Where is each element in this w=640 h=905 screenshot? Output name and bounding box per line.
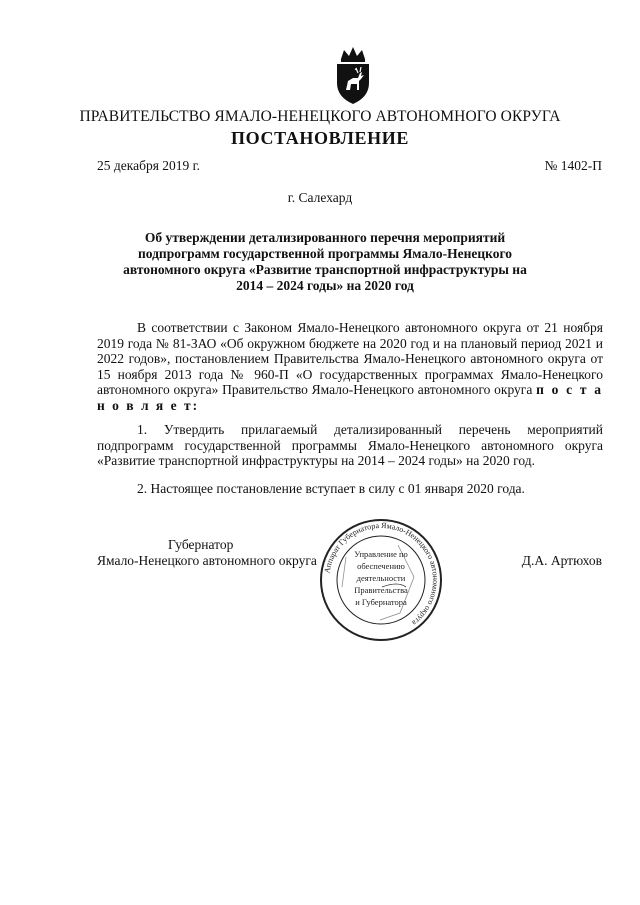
government-name: ПРАВИТЕЛЬСТВО ЯМАЛО-НЕНЕЦКОГО АВТОНОМНОГО ОКРУГА [79,108,561,125]
coat-of-arms-icon [331,45,375,107]
document-date: 25 декабря 2019 г. [97,158,201,173]
stamp-center-line: Правительства [354,585,408,595]
stamp-center-line: деятельности [356,573,406,583]
resolves-keyword: п о с т а н о в л я е т: [97,382,604,413]
preamble-text: В соответствии с Законом Ямало-Ненецкого автономного округа от 21 ноября 2019 года № 81-ЗАО «Об окружном бюджете на 2020 год и на плановый период 2021 и 2022 годов», постановлением Правительства Ямало-Ненецкого автономного округа от 15 ноября 2013 года № 960-П «О государственных программах Ямало-Ненецкого автономного округа» Правительство Ямало-Ненецкого автономного округа [97,320,603,398]
document-type-title: ПОСТАНОВЛЕНИЕ [231,128,409,148]
stamp-ring-text: Аппарат Губернатора Ямало-Ненецкого автономного округа [322,520,441,628]
stamp-center-line: и Губернатора [355,597,407,607]
stamp-center-line: Управление по [354,549,408,559]
official-stamp [318,517,444,643]
item-1-paragraph: 1. Утвердить прилагаемый детализированный перечень мероприятий подпрограмм государственной программы Ямало-Ненецкого автономного округа «Развитие транспортной инфраструктуры на 2014 – 2024 годы» на 2020 год. [97,422,603,469]
document-city: г. Салехард [287,190,353,205]
document-number: № 1402-П [544,158,602,173]
item-2-paragraph: 2. Настоящее постановление вступает в силу с 01 января 2020 года. [137,481,525,496]
signer-title-line-2: Ямало-Ненецкого автономного округа [97,553,317,568]
preamble-paragraph [97,320,603,414]
document-subject: Об утверждении детализированного перечня мероприятий подпрограмм государственной программы Ямало-Ненецкого автономного округа «Развитие транспортной инфраструктуры на 2014 – 2024 годы» на 2020 год [123,230,527,293]
signer-name: Д.А. Артюхов [521,553,602,568]
signer-title-line-1: Губернатор [168,537,234,552]
stamp-center-line: обеспечению [357,561,405,571]
